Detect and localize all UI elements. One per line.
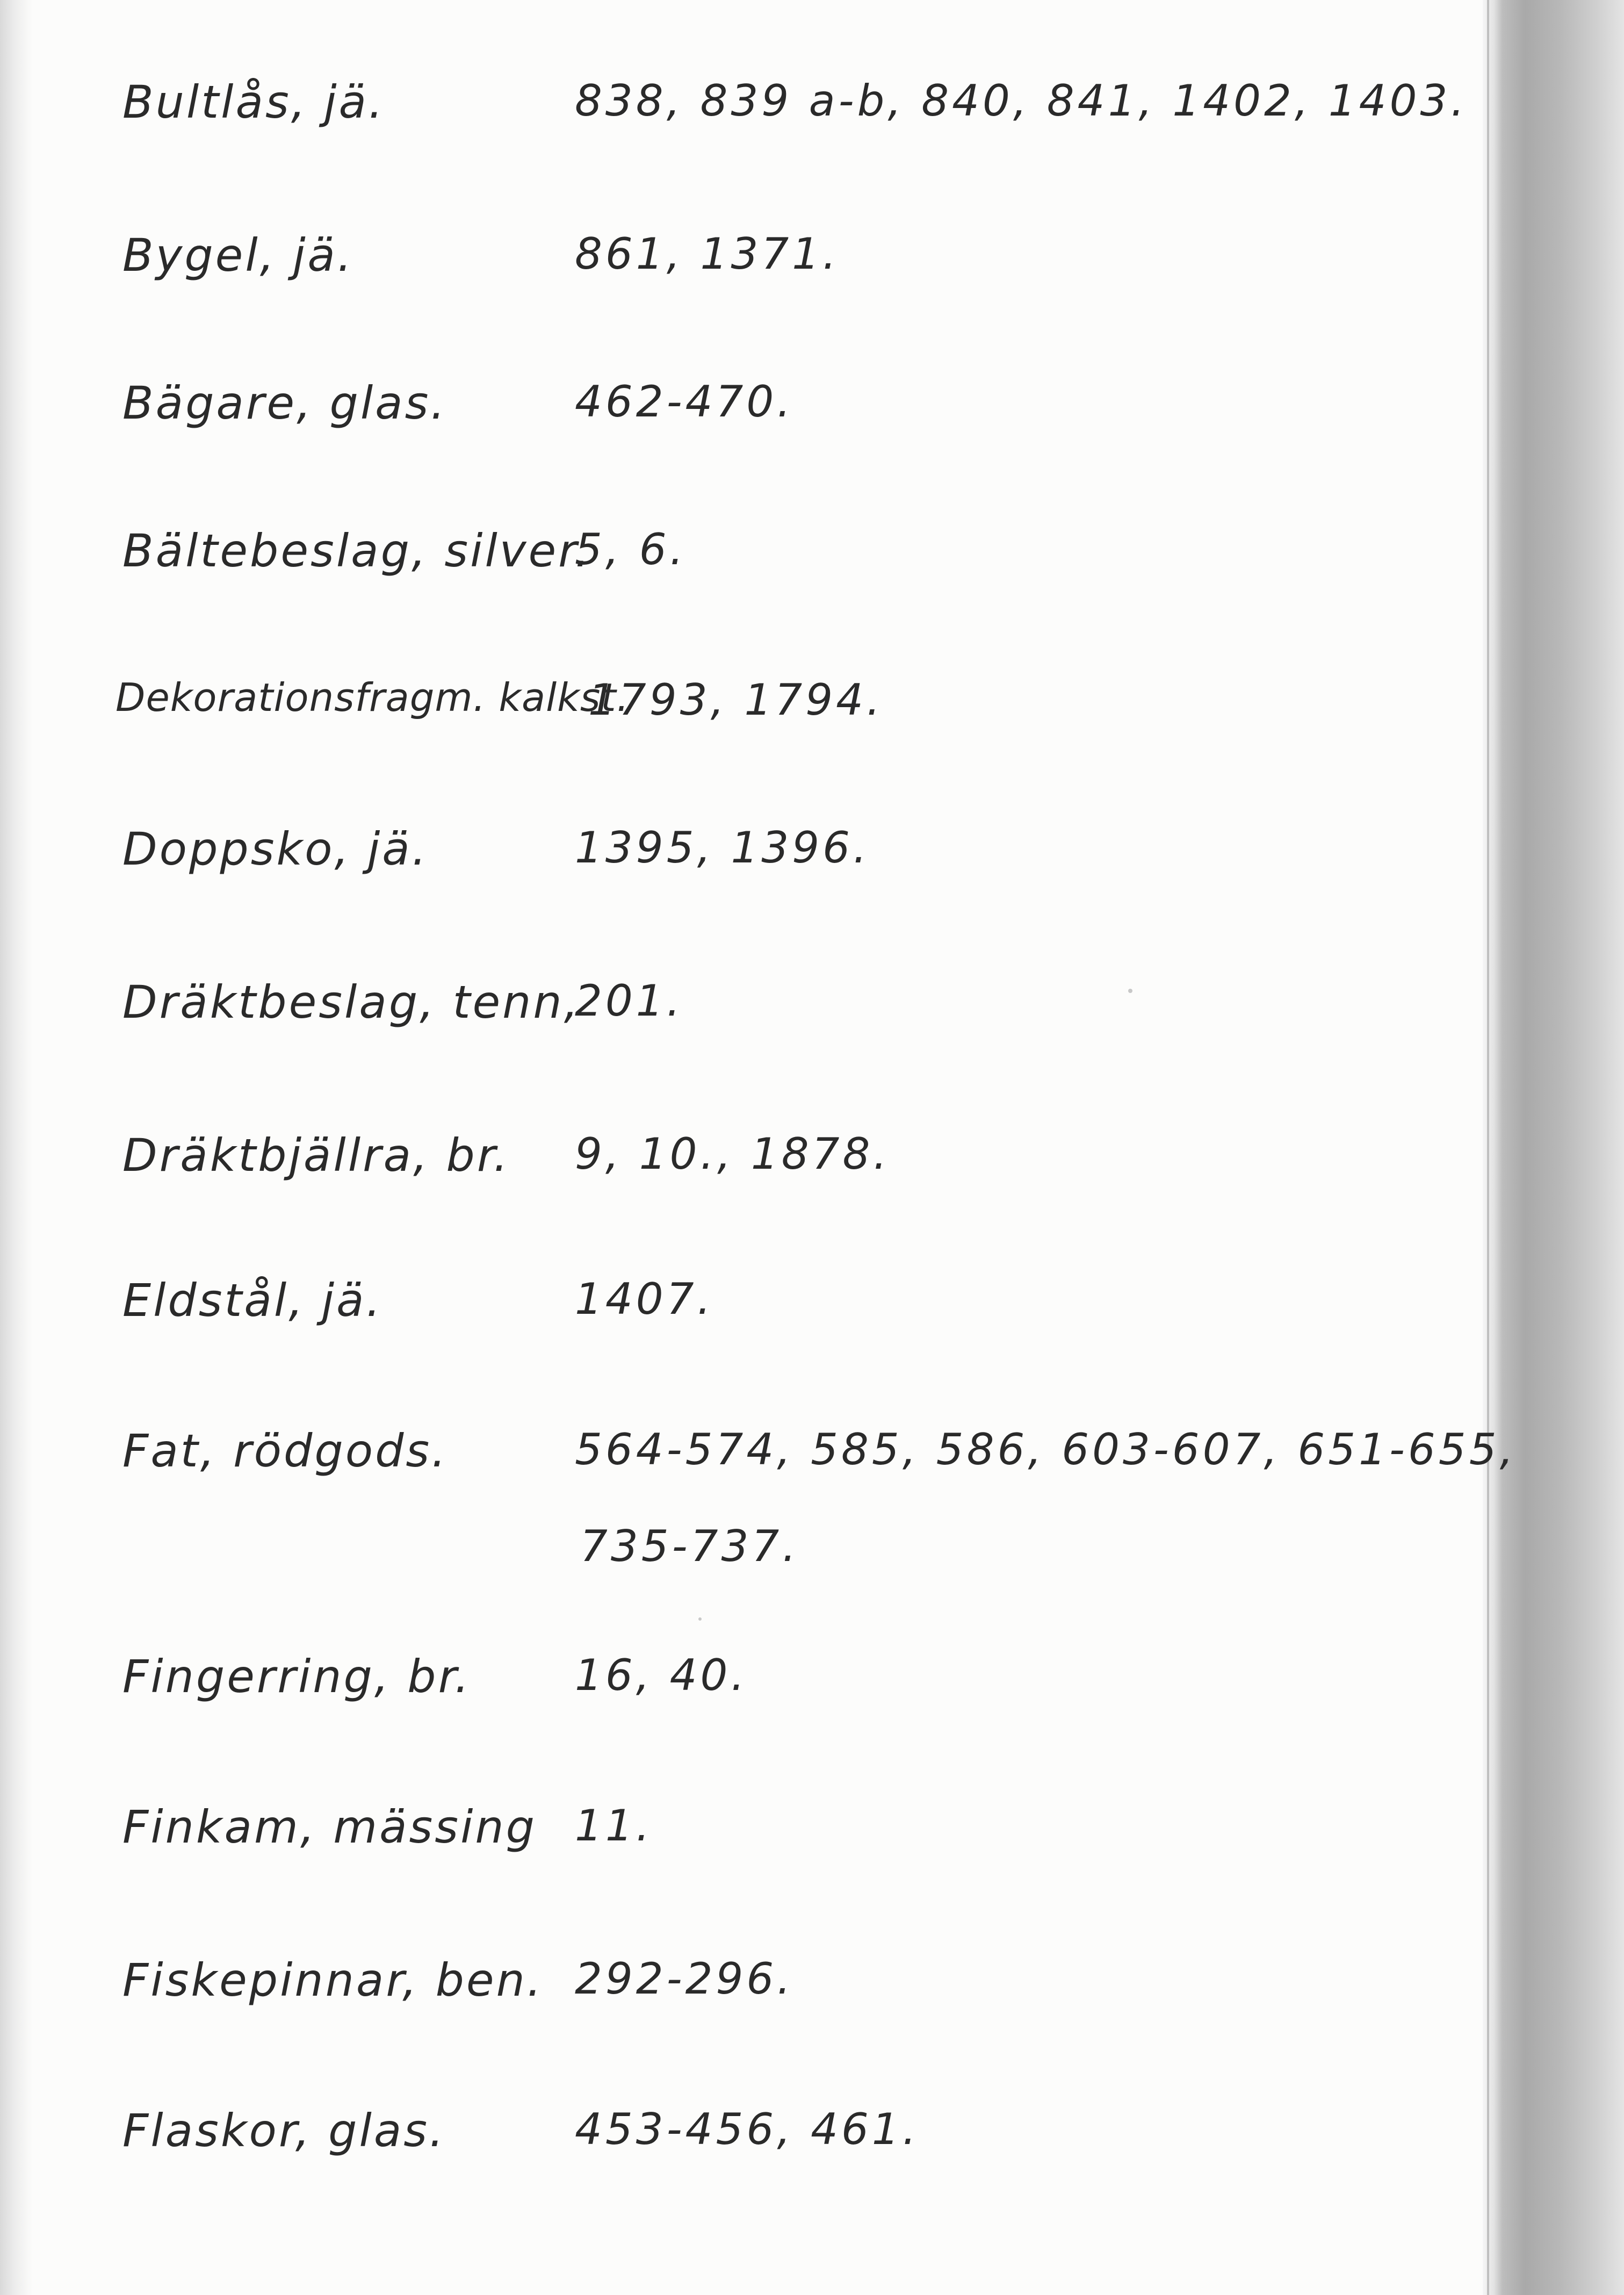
entry-term: Bultlås, jä. [122, 76, 385, 128]
entry-term: Flaskor, glas. [122, 2104, 446, 2157]
index-entry [0, 975, 1450, 1083]
entry-term: Eldstål, jä. [122, 1274, 383, 1327]
entry-refs: 462-470. [575, 377, 794, 427]
index-entry [0, 376, 1450, 484]
entry-refs: 453-456, 461. [575, 2104, 920, 2154]
index-entry [0, 75, 1468, 183]
entry-refs: 838, 839 a-b, 840, 841, 1402, 1403. [575, 76, 1468, 126]
entry-term: Finkam, mässing [122, 1801, 537, 1853]
entry-refs: 1395, 1396. [575, 823, 870, 873]
index-entry [0, 1650, 1450, 1757]
index-entry [0, 228, 1450, 336]
entry-term: Fiskepinnar, ben. [122, 1954, 544, 2006]
page-edge-line [1487, 0, 1489, 2295]
entry-refs: 564-574, 585, 586, 603-607, 651-655, [575, 1425, 1517, 1474]
index-entry [0, 1128, 1450, 1236]
entry-term: Bygel, jä. [122, 229, 354, 282]
entry-refs: 1407. [575, 1274, 714, 1324]
entry-refs: 201. [575, 976, 684, 1026]
entry-refs: 292-296. [575, 1954, 794, 2004]
entry-term: Dräktbeslag, tenn, [122, 976, 581, 1028]
entry-term: Dräktbjällra, br. [122, 1129, 510, 1182]
index-entry [0, 1274, 1450, 1381]
entry-term: Bägare, glas. [122, 377, 447, 429]
index-entry [0, 1800, 1450, 1908]
index-entry [0, 674, 1450, 782]
entry-term: Fingerring, br. [122, 1650, 472, 1703]
entry-term: Dekorationsfragm. kalkst. [116, 675, 630, 720]
entry-refs: 16, 40. [575, 1650, 748, 1700]
entry-refs: 861, 1371. [575, 229, 840, 279]
entry-term: Bältebeslag, silver. [122, 524, 591, 577]
index-entry [0, 524, 1450, 631]
entry-term: Fat, rödgods. [122, 1425, 448, 1477]
entry-term: Doppsko, jä. [122, 823, 429, 875]
entry-refs: 9, 10., 1878. [575, 1129, 890, 1179]
index-entry [0, 1953, 1450, 2061]
page-right-edge-shadow [1483, 0, 1624, 2295]
entry-refs: 11. [575, 1801, 653, 1851]
index-entry [0, 2104, 1450, 2211]
entry-refs: 5, 6. [575, 524, 687, 574]
index-entry [0, 822, 1450, 930]
entry-refs-continued: 735-737. [580, 1521, 799, 1571]
index-entry [0, 1424, 1517, 1628]
entry-refs: 1793, 1794. [588, 675, 884, 725]
